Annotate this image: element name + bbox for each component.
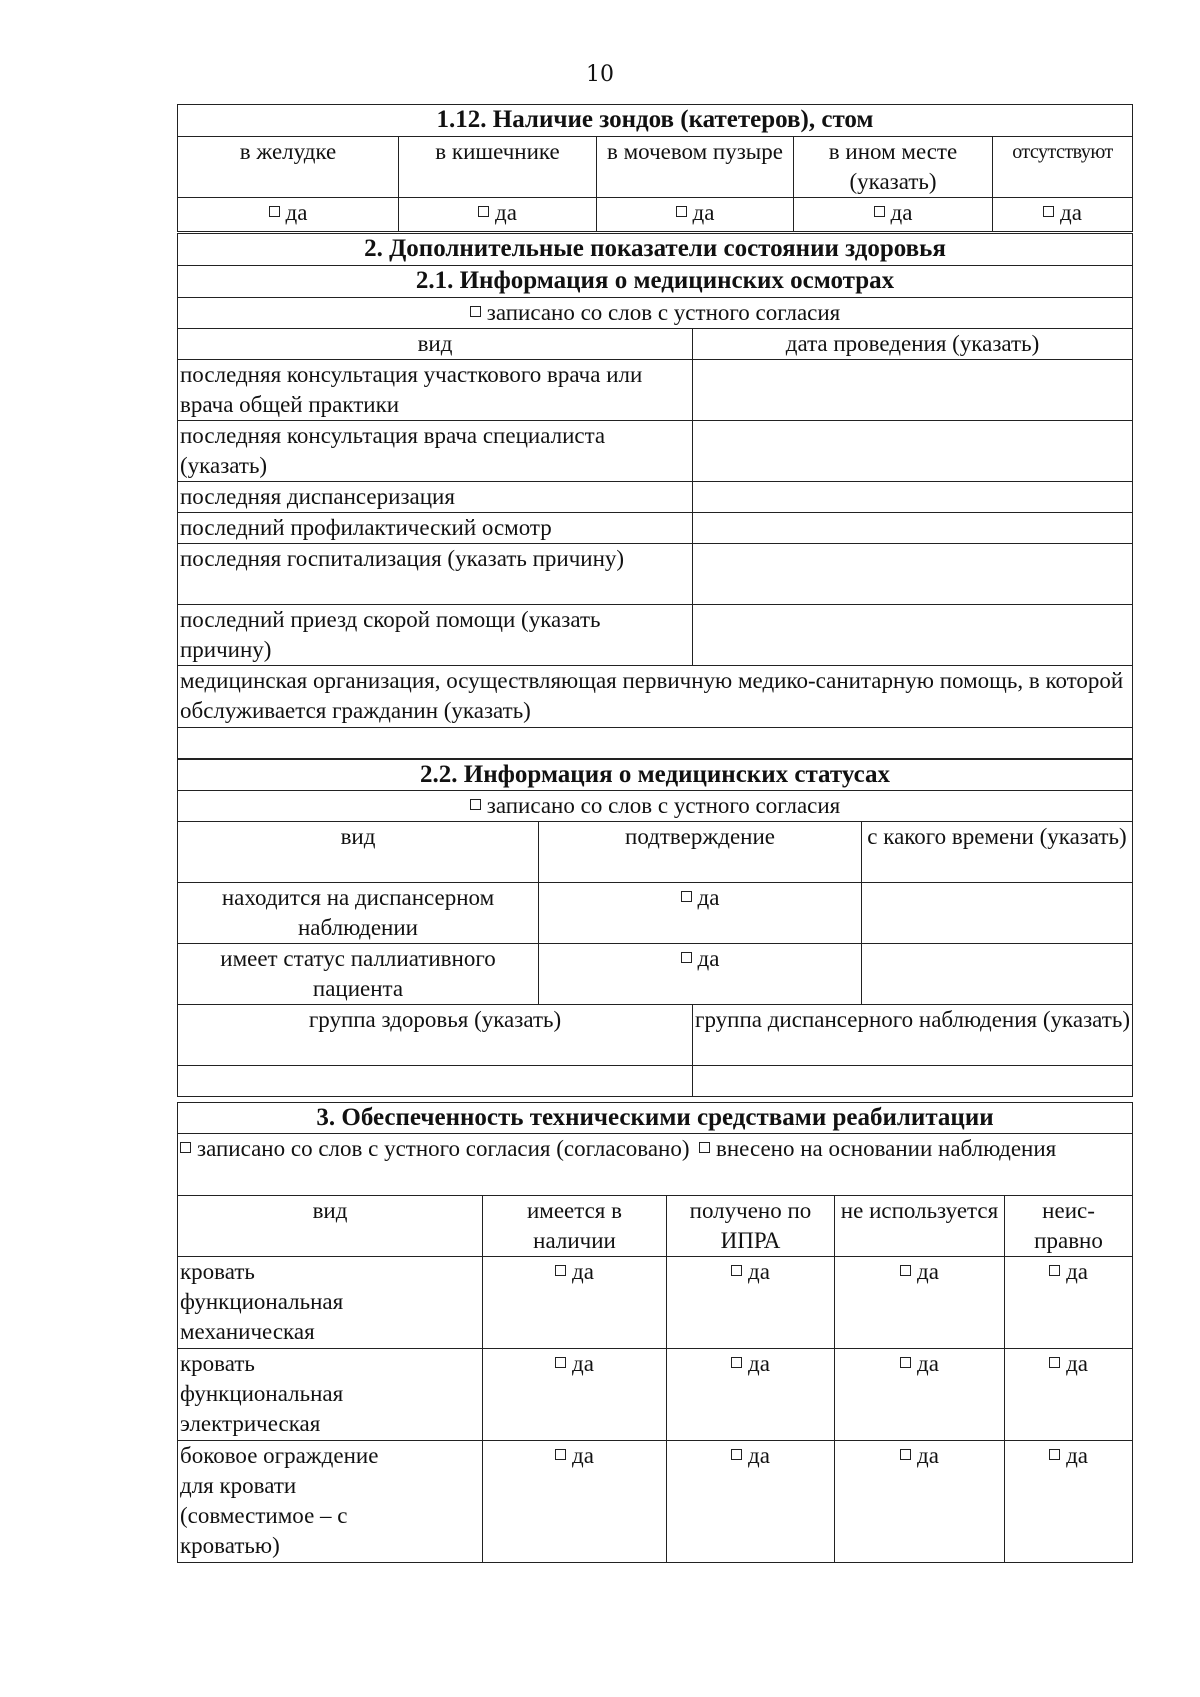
col-available: имеется в наличии (483, 1196, 667, 1257)
col-kind: вид (178, 822, 539, 883)
checkbox-absent[interactable]: да (1043, 200, 1082, 225)
exam-date-field[interactable] (693, 605, 1133, 666)
status-row-label: имеет статус паллиативного пациента (178, 944, 539, 1005)
rehab-row-label: боковое ограждение для кровати (совместимое – с кроватью) (178, 1441, 483, 1563)
section-3-title: 3. Обеспеченность техническими средствами реабилитации (178, 1103, 1133, 1134)
medical-exams-table (177, 233, 1133, 759)
section-2-1-title: 2.1. Информация о медицинских осмотрах (178, 266, 1133, 298)
exam-date-field[interactable] (693, 544, 1133, 605)
col-intestine: в кишечнике (399, 137, 597, 198)
exam-row-label: последний приезд скорой помощи (указать причину) (178, 605, 693, 666)
status-checkbox-palliative[interactable]: да (681, 946, 720, 971)
checkbox-available[interactable]: да (555, 1443, 594, 1468)
checkbox-unused[interactable]: да (900, 1443, 939, 1468)
col-stomach: в желудке (178, 137, 399, 198)
exam-date-field[interactable] (693, 482, 1133, 513)
status-checkbox-dispensary[interactable]: да (681, 885, 720, 910)
col-kind: вид (178, 329, 693, 360)
checkbox-broken[interactable]: да (1049, 1259, 1088, 1284)
checkbox-bladder[interactable]: да (676, 200, 715, 225)
exam-date-field[interactable] (693, 360, 1133, 421)
checkbox-stomach[interactable]: да (269, 200, 308, 225)
section-2-2-title: 2.2. Информация о медицинских статусах (178, 760, 1133, 791)
consent-checkbox-3[interactable]: записано со слов с устного согласия (согласовано) (180, 1136, 690, 1161)
checkbox-broken[interactable]: да (1049, 1351, 1088, 1376)
col-confirm: подтверждение (539, 822, 862, 883)
checkbox-unused[interactable]: да (900, 1351, 939, 1376)
rehab-row-label: кровать функциональная электрическая (178, 1349, 483, 1441)
page-number: 10 (586, 62, 614, 87)
exam-date-field[interactable] (693, 421, 1133, 482)
dispensary-group-label: группа диспансерного наблюдения (указать) (693, 1005, 1133, 1066)
checkbox-available[interactable]: да (555, 1259, 594, 1284)
section-2-title: 2. Дополнительные показатели состоянии здоровья (178, 234, 1133, 266)
exam-row-label: последняя диспансеризация (178, 482, 693, 513)
health-group-label: группа здоровья (указать) (178, 1005, 693, 1066)
col-bladder: в мочевом пузыре (597, 137, 794, 198)
status-since-field[interactable] (862, 883, 1133, 944)
col-kind: вид (178, 1196, 483, 1257)
dispensary-group-field[interactable] (693, 1066, 1133, 1097)
exam-row-label: последняя консультация участкового врача или врача общей практики (178, 360, 693, 421)
section-1-12-title: 1.12. Наличие зондов (катетеров), стом (178, 105, 1133, 137)
col-absent: отсутствуют (993, 137, 1133, 198)
observation-checkbox-3[interactable]: внесено на основании наблюдения (699, 1136, 1056, 1161)
col-date: дата проведения (указать) (693, 329, 1133, 360)
checkbox-intestine[interactable]: да (478, 200, 517, 225)
col-ipra: получено по ИПРА (667, 1196, 835, 1257)
checkbox-ipra[interactable]: да (731, 1443, 770, 1468)
checkbox-broken[interactable]: да (1049, 1443, 1088, 1468)
rehab-row-label: кровать функциональная механическая (178, 1257, 483, 1349)
consent-checkbox-2-2[interactable]: записано со слов с устного согласия (470, 793, 841, 818)
catheters-table (177, 104, 1133, 232)
checkbox-available[interactable]: да (555, 1351, 594, 1376)
medical-status-table (177, 759, 1133, 1097)
status-since-field[interactable] (862, 944, 1133, 1005)
checkbox-ipra[interactable]: да (731, 1259, 770, 1284)
col-since: с какого времени (указать) (862, 822, 1133, 883)
rehab-means-table (177, 1102, 1133, 1563)
exam-row-label: последняя госпитализация (указать причину) (178, 544, 693, 605)
col-other-place: в ином месте (указать) (794, 137, 993, 198)
consent-checkbox-2-1[interactable]: записано со слов с устного согласия (470, 300, 841, 325)
exam-date-field[interactable] (693, 513, 1133, 544)
organization-field[interactable] (178, 728, 1133, 759)
health-group-field[interactable] (178, 1066, 693, 1097)
status-row-label: находится на диспансерном наблюдении (178, 883, 539, 944)
checkbox-unused[interactable]: да (900, 1259, 939, 1284)
exam-row-label: последняя консультация врача специалиста (указать) (178, 421, 693, 482)
col-broken: неис- правно (1005, 1196, 1133, 1257)
organization-label: медицинская организация, осуществляющая первичную медико-санитарную помощь, в которой обслуживается гражданин (указать) (178, 666, 1133, 728)
exam-row-label: последний профилактический осмотр (178, 513, 693, 544)
col-unused: не используется (835, 1196, 1005, 1257)
checkbox-ipra[interactable]: да (731, 1351, 770, 1376)
checkbox-other-place[interactable]: да (874, 200, 913, 225)
